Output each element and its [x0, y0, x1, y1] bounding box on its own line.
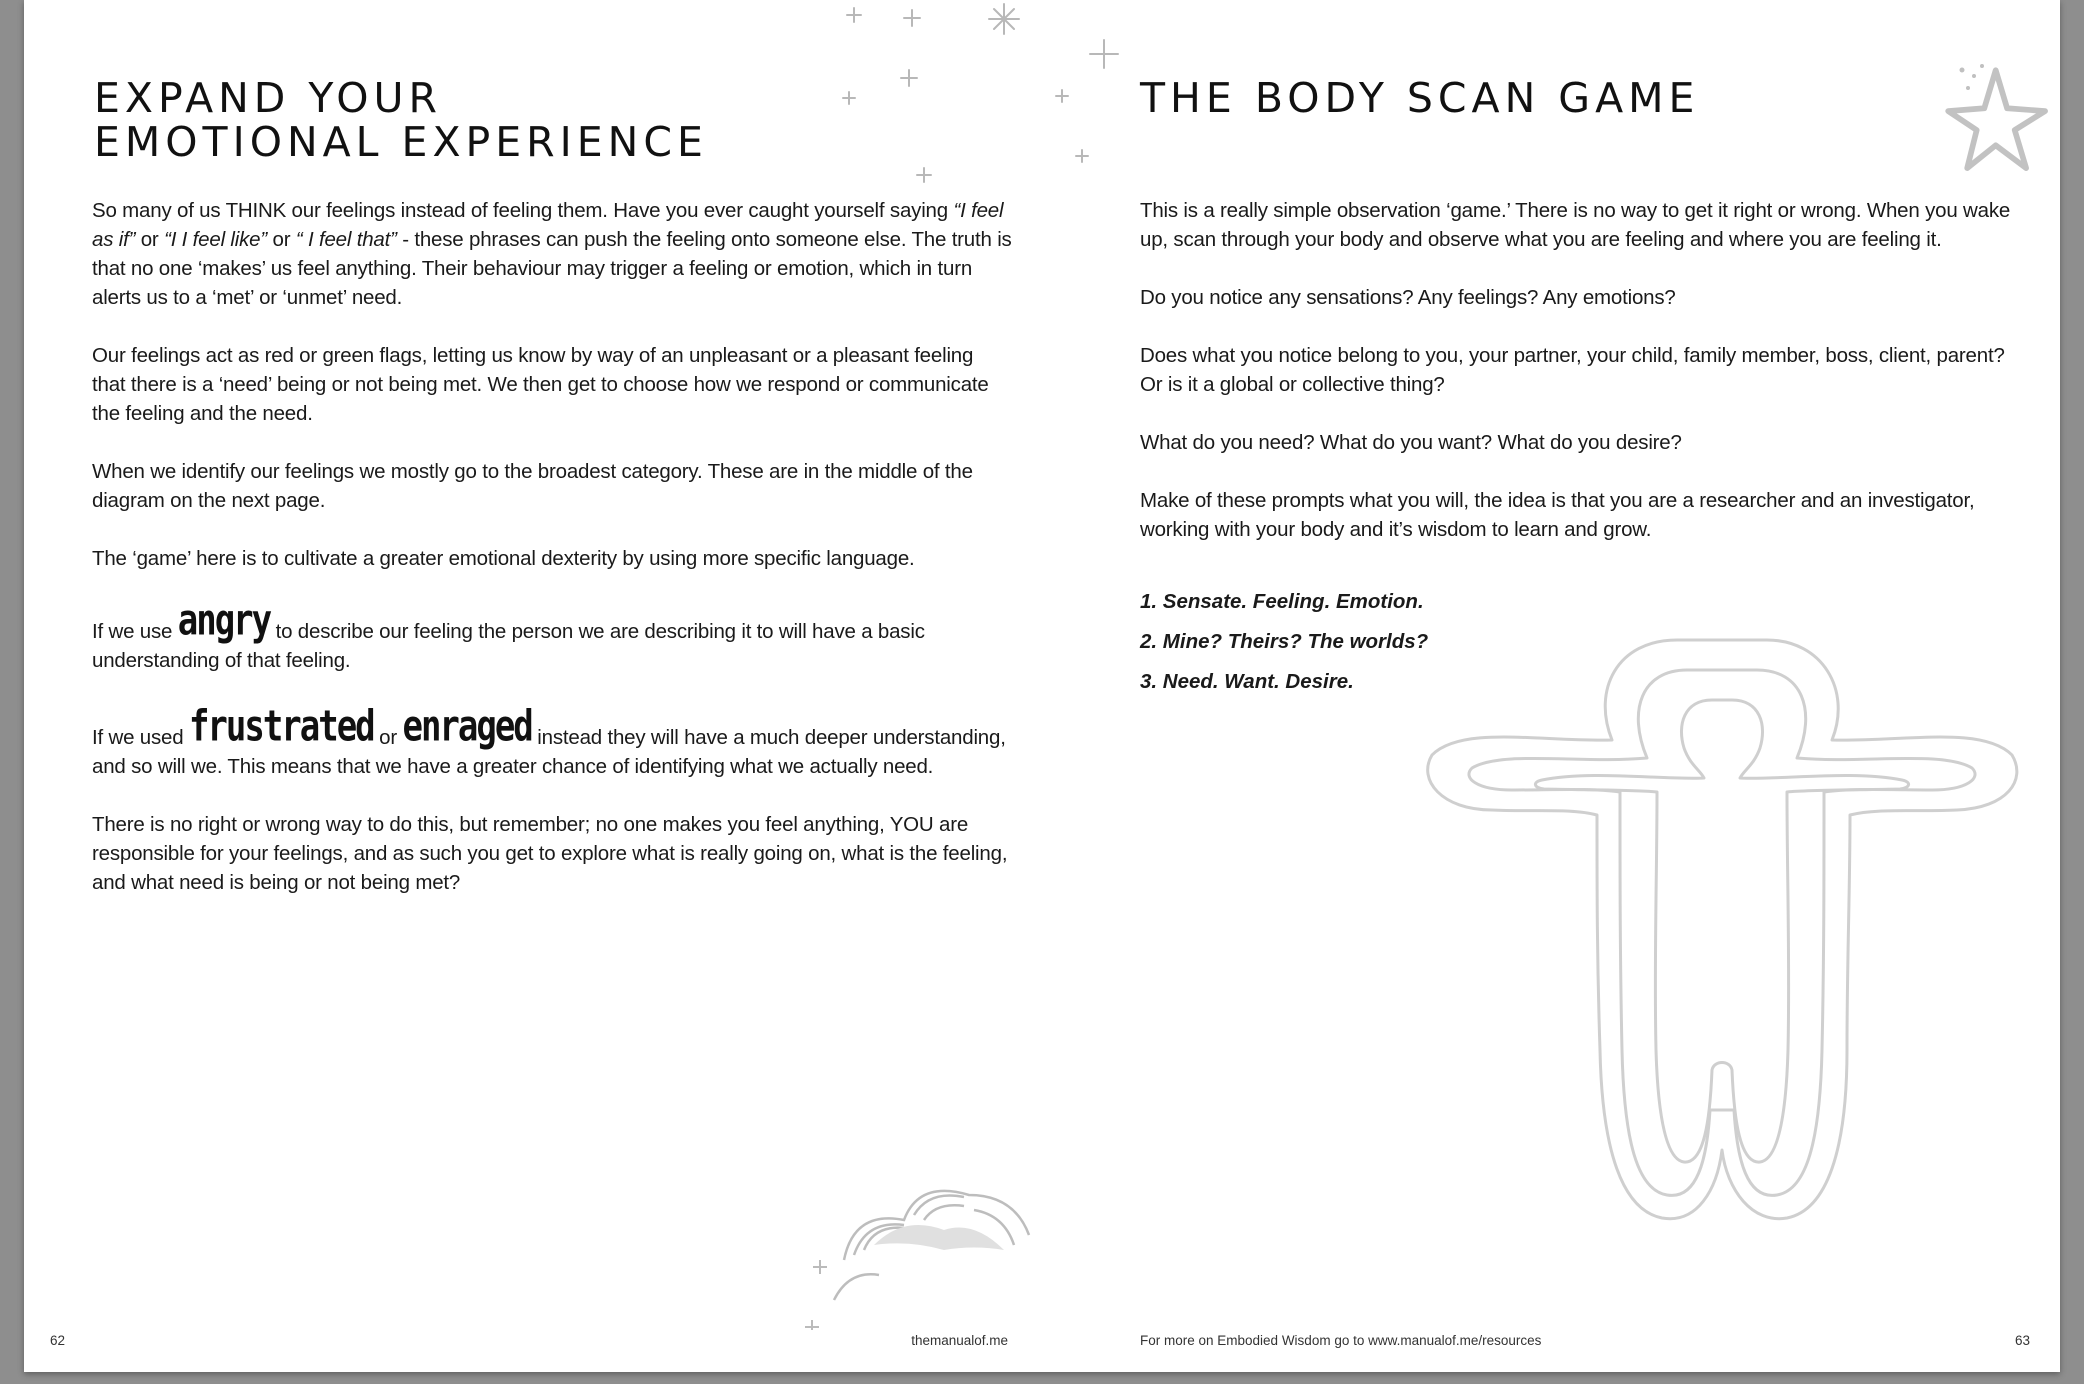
- book-spread: [24, 0, 2060, 1372]
- right-paragraph-3: Does what you notice belong to you, your partner, your child, family member, boss, client, parent? Or is it a global or collective thing?: [1140, 344, 2005, 396]
- p5-text-a: If we use: [92, 620, 178, 643]
- paragraph-1: [92, 196, 1012, 312]
- right-body-text: [1140, 196, 2020, 573]
- cloud-illustration: [804, 1110, 1044, 1330]
- paragraph-6: [92, 701, 1012, 781]
- p5-text-b: to describe our feeling the person we are describing it to will have a basic understanding of that feeling.: [92, 620, 925, 672]
- paragraph-4: The ‘game’ here is to cultivate a greater emotional dexterity by using more specific language.: [92, 547, 915, 570]
- left-body-text: [92, 196, 1012, 926]
- p1-quote-3: “ I feel that”: [295, 228, 397, 251]
- left-title-line-1: EXPAND YOUR: [94, 74, 442, 122]
- handwritten-frustrated: frustrated: [188, 701, 374, 752]
- page-number-right: 63: [2014, 1333, 2030, 1348]
- prompt-list: [1140, 582, 1740, 702]
- right-paragraph-2: Do you notice any sensations? Any feelings? Any emotions?: [1140, 286, 1676, 309]
- page-number-left: 62: [50, 1333, 66, 1348]
- star-doodles-top: [804, 0, 1044, 200]
- footer-resources-link[interactable]: For more on Embodied Wisdom go to www.manualof.me/resources: [1140, 1333, 1542, 1348]
- p6-text-b: instead they will have a much deeper understanding, and so will we. This means that we have a greater chance of identifying what we actually need.: [92, 726, 1006, 778]
- handwritten-angry: angry: [177, 595, 271, 646]
- right-page: [1042, 0, 2060, 1372]
- left-page-title: [94, 76, 814, 164]
- p1-text-b: - these phrases can push the feeling onto someone else. The truth is that no one ‘makes’ us feel anything. Their behaviour may trigger a feeling or emotion, which in turn alerts us to a ‘met’ or ‘unmet’ need.: [92, 228, 1012, 309]
- handwritten-enraged: enraged: [402, 701, 532, 752]
- star-outline-icon: [1922, 30, 2060, 200]
- footer-site-link[interactable]: themanualof.me: [911, 1333, 1008, 1348]
- paragraph-7: There is no right or wrong way to do this, but remember; no one makes you feel anything, YOU are responsible for your feelings, and as such you get to explore what is really going on, what is the feeling, and what need is being or not being met?: [92, 813, 1008, 894]
- paragraph-3: When we identify our feelings we mostly go to the broadest category. These are in the middle of the diagram on the next page.: [92, 460, 973, 512]
- prompt-item-3: 3. Need. Want. Desire.: [1140, 670, 1354, 693]
- p1-quote-2: “I I feel like”: [164, 228, 268, 251]
- p1-or-1: or: [135, 228, 165, 251]
- right-paragraph-5: Make of these prompts what you will, the idea is that you are a researcher and an investigator, working with your body and it’s wisdom to learn and grow.: [1140, 489, 1975, 541]
- left-page: [24, 0, 1042, 1372]
- p1-text-a: So many of us THINK our feelings instead of feeling them. Have you ever caught yourself saying: [92, 199, 954, 222]
- left-title-line-2: EMOTIONAL EXPERIENCE: [94, 118, 708, 166]
- prompt-item-1: 1. Sensate. Feeling. Emotion.: [1140, 590, 1424, 613]
- p1-quote-1: “I feel as if”: [92, 199, 1004, 251]
- body-outline-illustration: [1422, 630, 2022, 1230]
- p6-or: or: [373, 726, 403, 749]
- paragraph-2: Our feelings act as red or green flags, letting us know by way of an unpleasant or a pleasant feeling that there is a ‘need’ being or not being met. We then get to choose how we respond or communicate the feeling and the need.: [92, 344, 989, 425]
- paragraph-5: [92, 595, 1012, 675]
- p6-text-a: If we used: [92, 726, 189, 749]
- right-paragraph-1: This is a really simple observation ‘game.’ There is no way to get it right or wrong. When you wake up, scan through your body and observe what you are feeling and where you are feeling it.: [1140, 199, 2011, 251]
- right-paragraph-4: What do you need? What do you want? What do you desire?: [1140, 431, 1682, 454]
- prompt-item-2: 2. Mine? Theirs? The worlds?: [1140, 630, 1429, 653]
- right-page-title: THE BODY SCAN GAME: [1140, 74, 1700, 122]
- p1-or-2: or: [267, 228, 296, 251]
